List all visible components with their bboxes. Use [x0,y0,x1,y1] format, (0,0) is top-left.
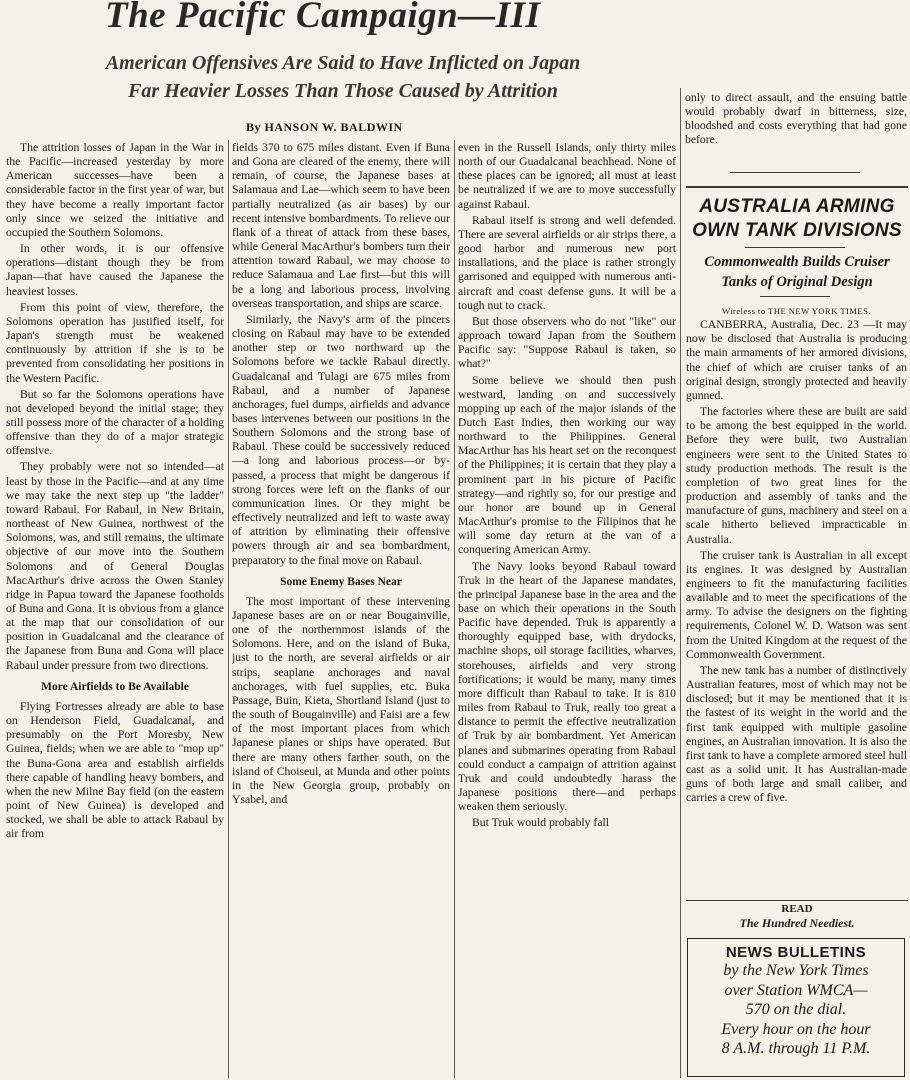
read-label: READ [781,903,813,915]
paragraph: Rabaul itself is strong and well defended. There are several airfields or air strips there, a good harbor and numerous new port installations, and the place is rather strongly garrisoned and equipped with numerous anti-aircraft and coast defense guns. It will be a tough nut to crack. [458,213,676,312]
sidebar-article [686,304,907,896]
subheading: Some Enemy Bases Near [280,575,402,588]
news-bulletins-box [687,938,905,1077]
bulletin-line: 570 on the dial. [745,1001,847,1018]
paragraph: But so far the Solomons operations have not developed beyond the initial stage; they still possess more of the character of a holding offensive than they do of a major strategic offensive. [6,387,224,458]
byline: By HANSON W. BALDWIN [246,120,403,134]
divider [760,296,830,297]
column-4 [685,91,907,166]
paragraph: Some believe we should then push westward, landing on and successively mopping up each of the major islands of the Dutch East Indies, then working our way northward to the Philippines. General MacArthur has his heart set on the reconquest of the Philippines; it is certain that they play a prominent part in his picture of Pacific strategy—and rightly so, for our prestige and our honor are bound up in General MacArthur's promise to the Filipinos that he will some day return at the van of a conquering American Army. [458,373,676,557]
bulletin-line: by the New York Times [723,962,869,979]
paragraph: even in the Russell Islands, only thirty miles north of our Guadalcanal beachhead. None of these places can be ignored; all must at least be neutralized if we are to move successfully against Rabaul. [458,141,676,211]
paragraph: The attrition losses of Japan in the War in the Pacific—increased yesterday by more American successes—have been a considerable factor in the first year of war, but they have become a really important factor only since we seized the initiative and occupied the Southern Solomons. [6,141,224,239]
bulletin-line: 8 A.M. through 11 P.M. [721,1040,871,1057]
read-neediest: The Hundred Neediest. [739,916,855,930]
paragraph: But Truk would probably fall [472,816,610,830]
paragraph: But those observers who do not "like" our approach toward Japan from the Southern Pacific say: "Suppose Rabaul is taken, so what?" [458,314,676,371]
sidebar-headline-1: AUSTRALIA ARMING [699,196,895,217]
divider [745,247,845,248]
paragraph: only to direct assault, and the ensuing battle would probably dwarf in bitterness, size, bloodshed and costs everything that had gone before. [685,91,907,147]
paragraph: The cruiser tank is Australian in all except its engines. It was designed by Australian engineers to fit the manufacturing facilities available and to meet the specifications of the army. To advise the designers on the fighting requirements, Colonel W. D. Watson was sent from the United Kingdom at the request of the Commonwealth Government. [686,548,907,661]
paragraph: In other words, it is our offensive operations—distant though they be from Japan—that have caused the Japanese the heaviest losses. [6,242,224,298]
paragraph: They probably were not so intended—at least by those in the Pacific—and at any time we may take the next step up "the ladder" toward Rabaul. For Rabaul, in New Britain, northeast of New Guinea, northwest of the Solomons, was, and still remains, the ultimate objective of our move into the Southern Solomons and of General Douglas MacArthur's drive across the Owen Stanley ridge in Papua toward the Japanese footholds of Buna and Gona. It is obvious from a glance at the map that our consolidation of our position in Guadalcanal and the clearance of the Japanese from Buna and Gona will place Rabaul under pressure from two directions. [6,460,224,672]
paragraph: The factories where these are built are said to be among the best equipped in the world. Before they were built, two Australian engineers were sent to the United States to study production methods. The result is the completion of two great lines for the production and assembly of tanks and the manufacture of guns, machinery and steel on a scale hitherto believed impracticable in Australia. [686,405,907,546]
sidebar-subhead-1: Commonwealth Builds Cruiser [704,254,890,270]
paragraph: Flying Fortresses already are able to base on Henderson Field, Guadalcanal, and presumably on the Port Moresby, New Guinea, fields; when we are able to "mop up" the Buna-Gona area and establish airfields there capable of handling heavy bombers, and when the new Milne Bay field (on the eastern point of New Guinea) is developed and stocked, we shall be able to attack Rabaul by air from [6,699,224,841]
column-2 [232,141,450,1080]
headline: The Pacific Campaign—III [105,0,541,36]
subhead-line-2: Far Heavier Losses Than Those Caused by Attrition [128,80,558,102]
subhead-line-1: American Offensives Are Said to Have Inflicted on Japan [105,52,581,74]
paragraph: fields 370 to 675 miles distant. Even if Buna and Gona are cleared of the enemy, there will remain, of course, the Japanese bases at Salamaua and Lae—which seem to have been partially neutralized (as air bases) by our recent intensive bombardments. To relieve our flank of a threat of attack from these bases, while General MacArthur's bombers turn their attention toward Rabaul, we may choose to reduce Salamaua and Lae first—but this will be a long and laborious process, involving overseas transportation, and ships are scarce. [232,141,450,310]
paragraph: CANBERRA, Australia, Dec. 23 —It may now be disclosed that Australia is producing the main armaments of her armored divisions, the chief of which are cruiser tanks of an original design, strongly protected and heavily gunned. [686,318,907,402]
dateline-credit: Wireless to THE NEW YORK TIMES. [722,306,871,316]
column-rule [680,88,681,1078]
paragraph: From this point of view, therefore, the Solomons operation has justified itself, for Japan's strength must be weakened continuously by attrition if she is to be prevented from consolidating her positions in the Western Pacific. [6,300,224,385]
bulletin-line: Every hour on the hour [721,1020,871,1038]
bulletin-title: NEWS BULLETINS [725,944,867,961]
sidebar-headline-2: OWN TANK DIVISIONS [692,220,902,241]
column-rule [228,140,229,1078]
column-rule [454,140,455,1078]
paragraph: Similarly, the Navy's arm of the pincers closing on Rabaul may have to be extended another step or two northward up the Solomons before we tackle Rabaul directly. Guadalcanal and Tulagi are 675 miles from Rabaul, and a number of Japanese anchorages, fuel dumps, airfields and advance bases intervenes between our positions in the Southern Solomons and the strong base of Rabaul. These could be successively reduced—a long and laborious process—or by-passed, a process that might be dangerous if strong forces were left on the flanks of our communication lines. Or they might be effectively neutralized and left to waste away of attrition by eliminating their offensive powers through air and sea bombardment, preparatory to the final move on Rabaul. [232,312,450,567]
paragraph: The most important of these intervening Japanese bases are on or near Bougainville, one of the northernmost islands of the Solomons. Here, and on the island of Buka, just to the north, are several airfields or air strips, seaplane anchorages and naval anchorages, with fuel supplies, etc. Buka Passage, Buin, Kieta, Shortland Island (just to the south of Bougainville) and Faisi are a few of the most important places from which Japanese planes or ships have operated. But there are many others farther south, on the island of Choiseul, at Munda and other points in the New Georgia group, probably on Ysabel, and [232,594,450,807]
paragraph: The Navy looks beyond Rabaul toward Truk in the heart of the Japanese mandates, the principal Japanese base in the area and the base on which their operations in the South Pacific have depended. Truk is apparently a thoroughly equipped base, with drydocks, machine shops, oil storage facilities, wharves, storehouses, airfields and very strong fortifications; it would be many, many times more difficult than Rabaul to take. It is 810 miles from Rabaul to Truk, really too great a distance to permit the effective neutralization of Truk by air bombardment. Yet American planes and submarines operating from Rabaul could conduct a campaign of attrition against Truk and could undoubtedly harass the Japanese positions there—and perhaps weaken them seriously. [458,559,676,814]
divider [730,172,860,173]
subheading: More Airfields to Be Available [41,680,189,693]
sidebar-subhead-2: Tanks of Original Design [721,274,873,290]
bulletin-line: over Station WMCA— [724,981,868,999]
divider [686,186,908,188]
divider [686,900,908,901]
column-3 [458,141,676,1080]
column-1 [6,141,224,1080]
paragraph: The new tank has a number of distinctively Australian features, most of which may not be disclosed; but it may be mentioned that it is the fastest of its weight in the world and the first tank equipped with multiple gasoline engines, an Australian innovation. It is also the first tank to have a complete armored steel hull cast as a solid unit. It has Australian-made guns of both large and small caliber, and carries a crew of five. [686,663,907,805]
